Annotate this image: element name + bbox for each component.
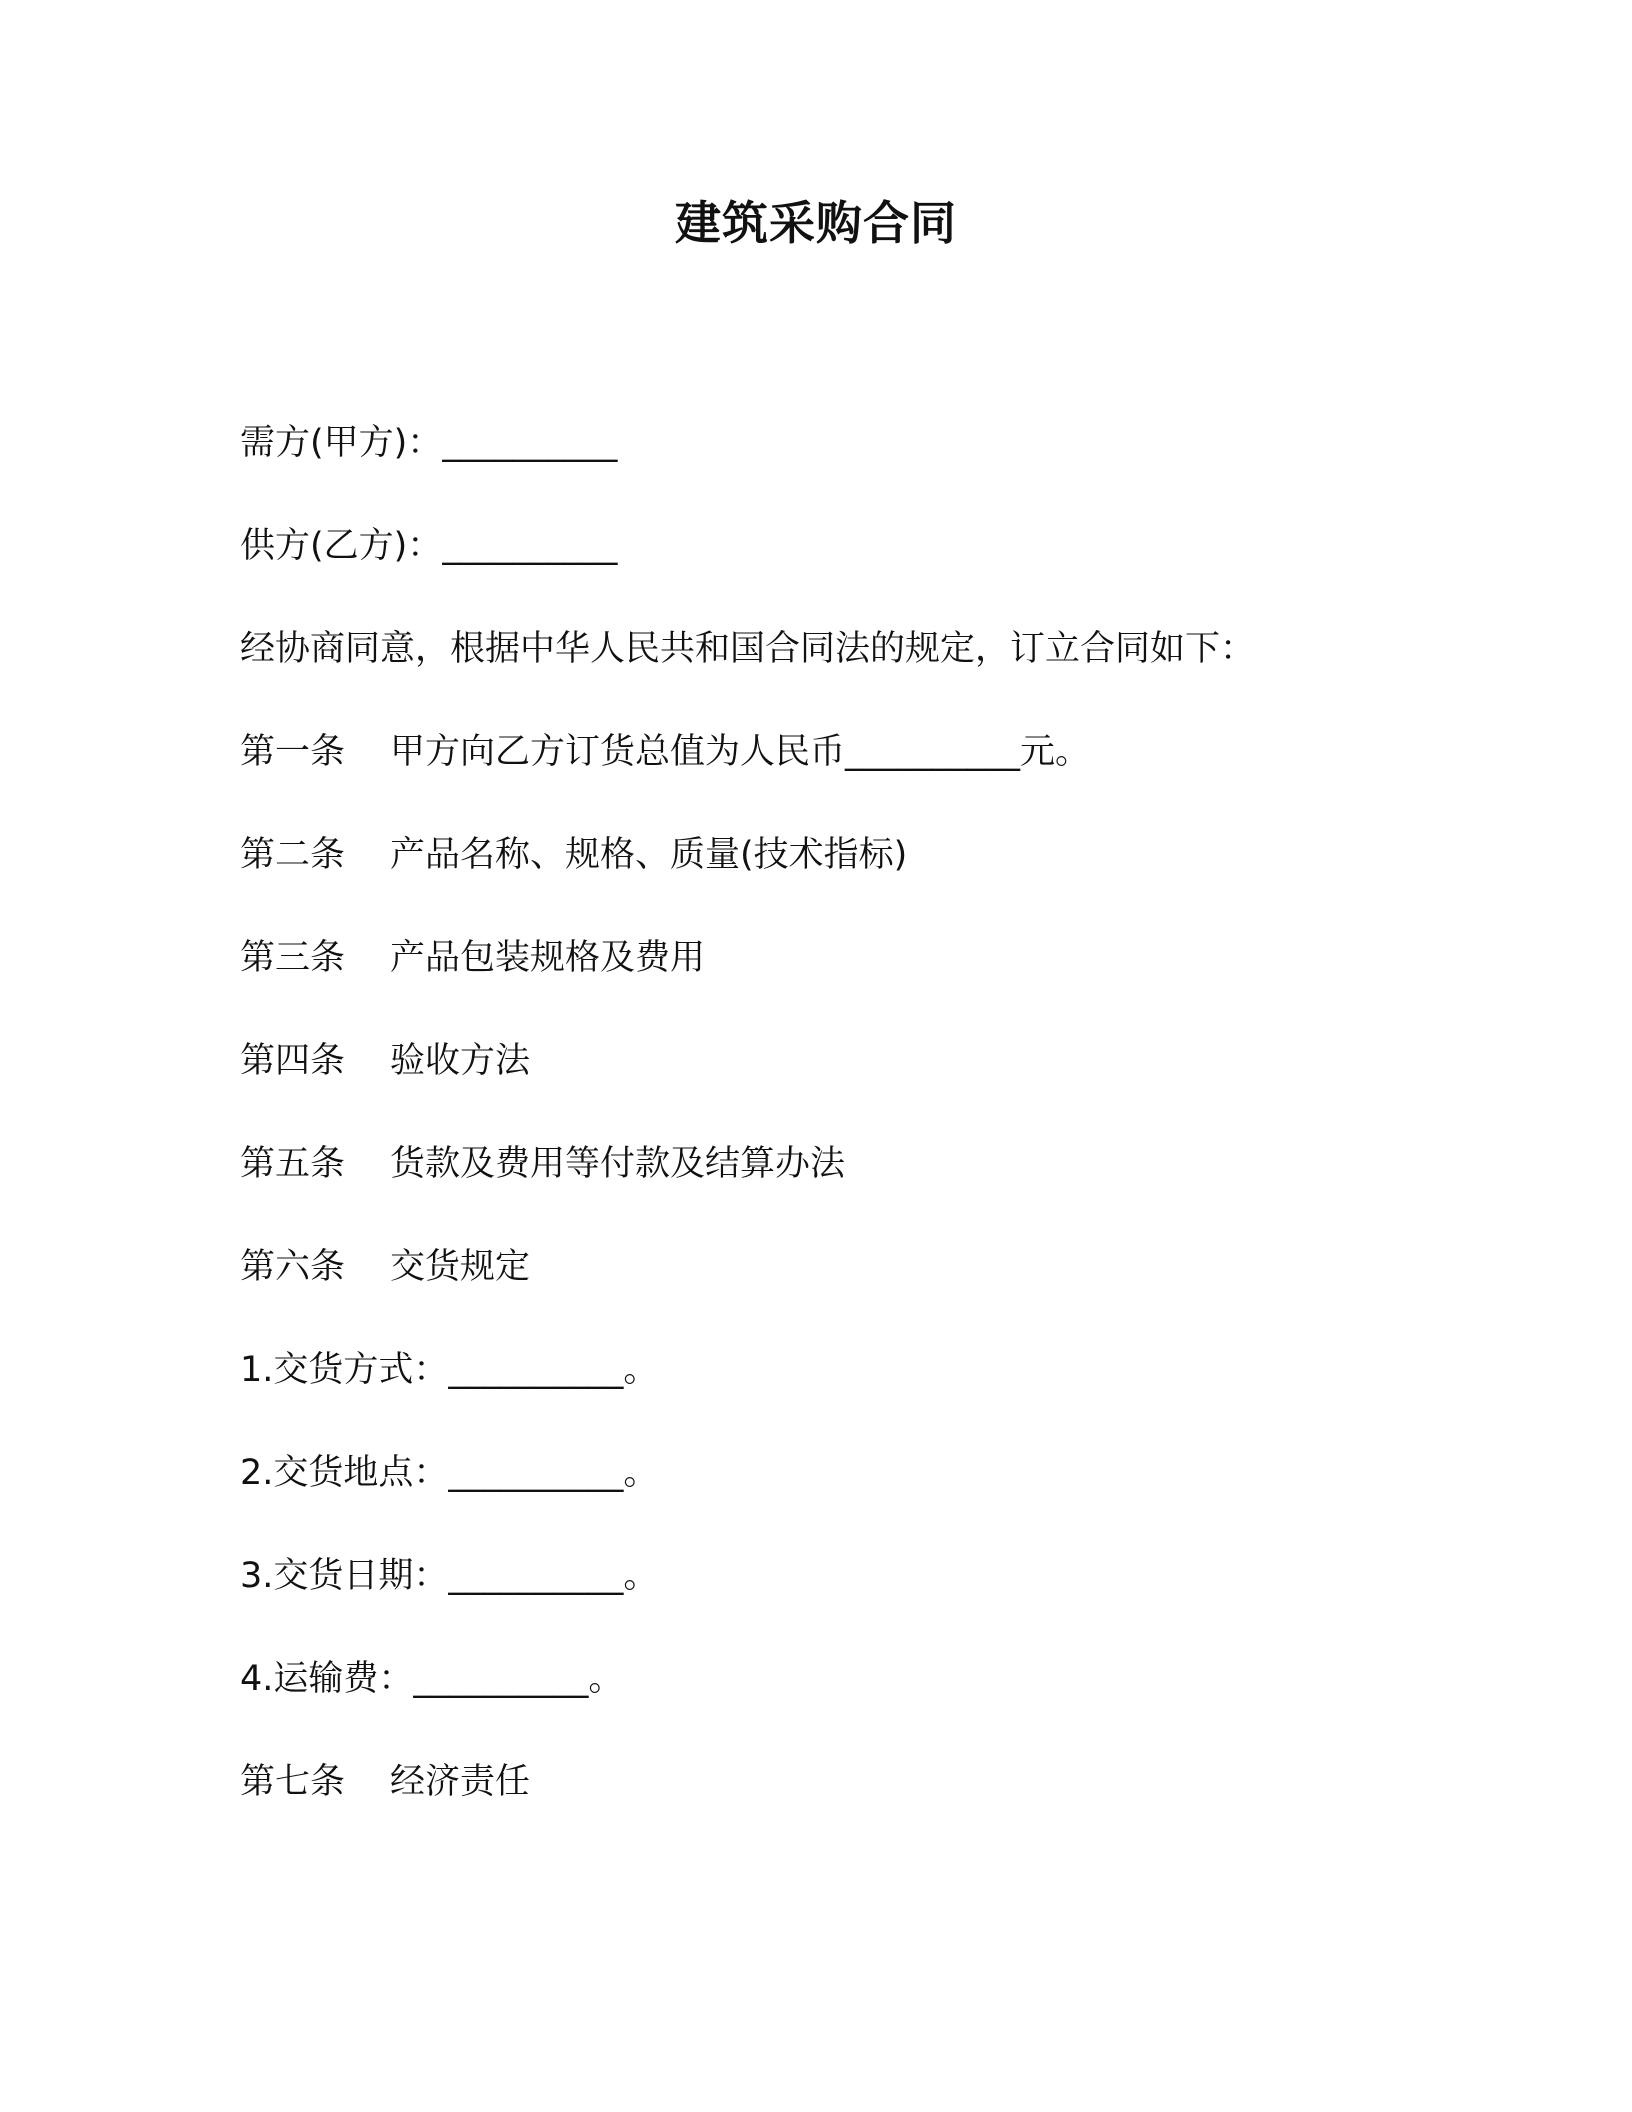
- article-text: 产品名称、规格、质量(技术指标): [390, 835, 908, 875]
- article-text: 验收方法: [390, 1041, 531, 1081]
- article-4: [240, 1036, 530, 1086]
- delivery-item-blank: __________: [448, 1453, 624, 1493]
- article-5: [240, 1139, 845, 1189]
- article-number: 第三条: [240, 938, 346, 978]
- delivery-location-line: [240, 1448, 658, 1498]
- shipping-fee-line: [240, 1654, 623, 1704]
- delivery-item-label: 1.交货方式：: [240, 1350, 449, 1390]
- article-number: 第五条: [240, 1144, 346, 1184]
- delivery-item-label: 3.交货日期：: [240, 1556, 449, 1596]
- buyer-line: [240, 418, 617, 468]
- article-7: [240, 1757, 530, 1807]
- delivery-item-end: 。: [623, 1453, 659, 1493]
- buyer-blank: __________: [442, 423, 618, 463]
- article-number: 第四条: [240, 1041, 346, 1081]
- article-text: 甲方向乙方订货总值为人民币: [390, 732, 846, 772]
- article-text: 经济责任: [390, 1762, 531, 1802]
- article-2: [240, 830, 907, 880]
- delivery-item-blank: __________: [413, 1659, 589, 1699]
- article-text: 产品包装规格及费用: [390, 938, 706, 978]
- buyer-label: 需方(甲方)：: [240, 423, 443, 463]
- delivery-item-end: 。: [623, 1556, 659, 1596]
- seller-blank: __________: [442, 526, 618, 566]
- intro-paragraph: 经协商同意，根据中华人民共和国合同法的规定，订立合同如下：: [240, 629, 1256, 669]
- delivery-method-line: [240, 1345, 658, 1395]
- article-text-end: 元。: [1020, 732, 1091, 772]
- document-title: 建筑采购合同: [675, 196, 957, 250]
- article-6: [240, 1242, 530, 1292]
- article-number: 第一条: [240, 732, 346, 772]
- delivery-date-line: [240, 1551, 658, 1601]
- delivery-item-blank: __________: [448, 1556, 624, 1596]
- seller-line: [240, 521, 617, 571]
- article-1: [240, 727, 1090, 777]
- delivery-item-label: 4.运输费：: [240, 1659, 414, 1699]
- article-number: 第六条: [240, 1247, 346, 1287]
- article-text: 货款及费用等付款及结算办法: [390, 1144, 846, 1184]
- article-3: [240, 933, 705, 983]
- article-text: 交货规定: [390, 1247, 531, 1287]
- delivery-item-label: 2.交货地点：: [240, 1453, 449, 1493]
- delivery-item-end: 。: [623, 1350, 659, 1390]
- article-number: 第二条: [240, 835, 346, 875]
- delivery-item-end: 。: [588, 1659, 624, 1699]
- article-number: 第七条: [240, 1762, 346, 1802]
- amount-blank: __________: [845, 732, 1021, 772]
- delivery-item-blank: __________: [448, 1350, 624, 1390]
- seller-label: 供方(乙方)：: [240, 526, 443, 566]
